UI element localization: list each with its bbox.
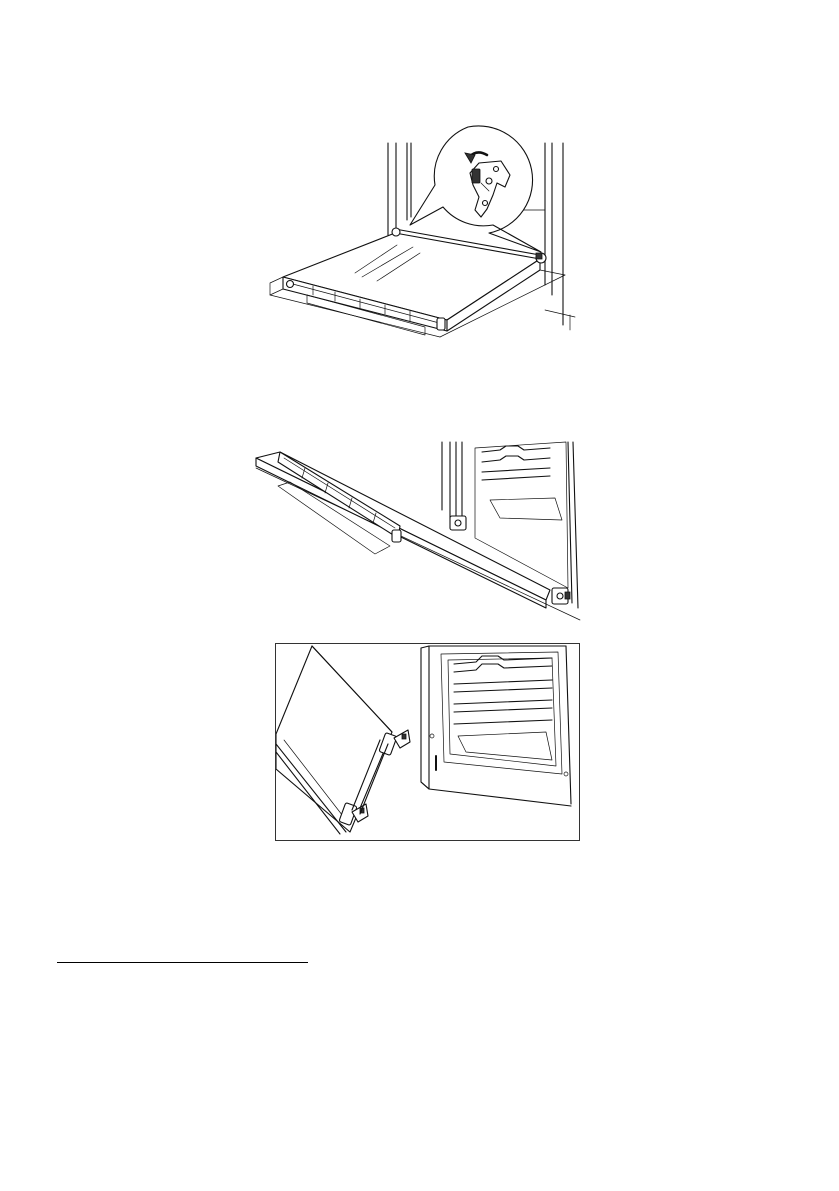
- figure-door-removed: [275, 643, 580, 841]
- figure-door-hinge-lever-drawing: [265, 125, 580, 340]
- figure-door-hinge-lever: [265, 125, 580, 340]
- section-divider: [57, 962, 308, 963]
- figure-door-tilted: [250, 438, 585, 623]
- figure-door-removed-drawing: [276, 644, 579, 840]
- figure-door-tilted-drawing: [250, 438, 585, 623]
